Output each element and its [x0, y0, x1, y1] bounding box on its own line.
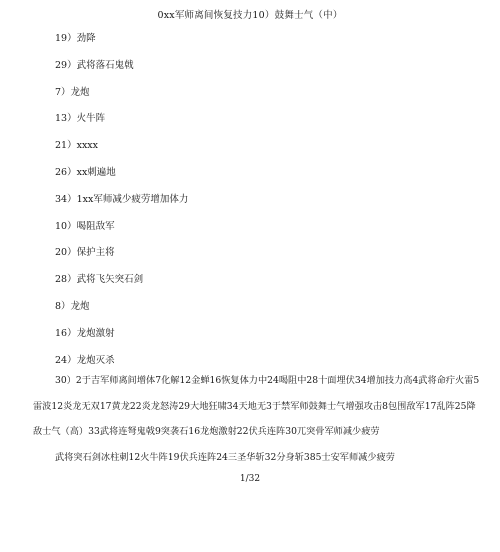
list-item: 34）1xx军师减少疲劳增加体力 [55, 193, 189, 205]
page-number: 1/32 [239, 474, 261, 484]
paragraph-line: 30）2于吉军师离间增体7化解12金蝉16恢复体力中24喝阻中28十面埋伏34增加技力高4武将命疔火雷5 [55, 375, 480, 386]
list-item: 20）保护主将 [55, 247, 115, 259]
paragraph-line: 武将突石剑冰柱刺12火牛阵19伏兵连阵24三圣华斩32分身斩385士安军师减少疲劳 [55, 451, 395, 463]
list-item: 10）喝阻敌军 [55, 220, 115, 232]
item-list [55, 25, 465, 373]
list-item: 21）xxxx [55, 140, 99, 152]
list-item: 7）龙炮 [55, 86, 90, 98]
list-item: 16）龙炮激射 [55, 327, 115, 339]
list-item: 29）武将落石鬼戟 [55, 59, 134, 71]
list-item: 24）龙炮灭杀 [55, 354, 115, 366]
paragraph-line: 敌士气（高）33武将连弩鬼戟9突袭石16龙炮激射22伏兵连阵30兀突骨军师减少疲劳 [33, 426, 380, 437]
list-item: 26）xx刺遍地 [55, 166, 116, 178]
list-item: 28）武将飞矢突石剑 [55, 274, 144, 286]
list-item: 13）火牛阵 [55, 113, 106, 125]
list-item: 8）龙炮 [55, 300, 90, 312]
page-header-title: 0xx军师离间恢复技力10）鼓舞士气（中） [157, 10, 343, 21]
body-paragraph [33, 368, 480, 470]
list-item: 19）劲降 [55, 33, 96, 44]
paragraph-line: 雷波12炎龙无双17黄龙22炎龙怒涛29大地狂啸34天地无3于禁军师鼓舞士气增强攻击8包围敌军17乱阵25降 [33, 400, 476, 412]
